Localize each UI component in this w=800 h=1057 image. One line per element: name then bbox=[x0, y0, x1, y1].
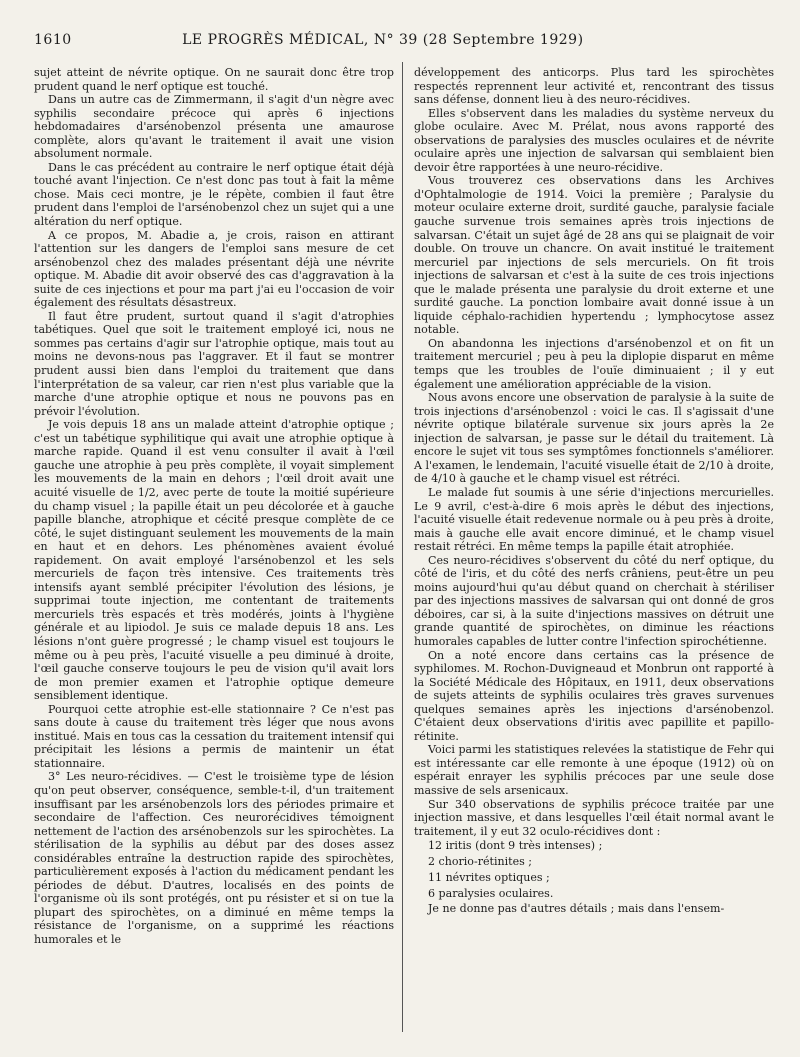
column-divider bbox=[402, 62, 403, 1032]
paragraph: On abandonna les injections d'arsénobenzol et on fit un traitement mercuriel ; peu à peu la diplopie disparut en même temps que les troubles de l'ouïe diminuaient ; il y eut également une amélioration appréciable de la vision. bbox=[414, 336, 774, 391]
list-item: 11 névrites optiques ; bbox=[428, 871, 550, 885]
left-column bbox=[34, 66, 394, 947]
paragraph: Dans un autre cas de Zimmermann, il s'agit d'un nègre avec syphilis secondaire précoce qui après 6 injections hebdomadaires d'arsénobenzol présenta une amaurose complète, alors qu'avant le traitement il avait une vision absolument normale. bbox=[34, 93, 394, 161]
paragraph: Le malade fut soumis à une série d'injections mercurielles. Le 9 avril, c'est-à-dire 6 mois après le début des injections, l'acuité visuelle était redevenue normale ou à peu près à droite, mais à gauche elle avait encore diminué, et le champ visuel restait rétréci. En même temps la papille était atrophiée. bbox=[414, 485, 774, 554]
page-number: 1610 bbox=[34, 32, 72, 48]
list-item: 2 chorio-rétinites ; bbox=[428, 855, 533, 869]
paragraph: Sur 340 observations de syphilis précoce traitée par une injection massive, et dans lesquelles l'œil était normal avant le traitement, il y eut 32 oculo-récidives dont : bbox=[414, 797, 774, 838]
paragraph: Vous trouverez ces observations dans les Archives d'Ophtalmologie de 1914. Voici la première ; Paralysie du moteur oculaire externe droit, surdité gauche, paralysie faciale gauche survenue trois semaines après trois injections de salvarsan. C'était un sujet âgé de 28 ans qui se plaignait de voir double. On trouve un chancre. On avait institué le traitement mercuriel par injections de sels mercuriels. On fit trois injections de salvarsan et c'est à la suite de ces trois injections que le malade présenta une paralysie du droit externe et une surdité gauche. La ponction lombaire avait donné issue à un liquide céphalo-rachidien hypertendu ; lymphocytose assez notable. bbox=[414, 174, 774, 337]
list-item: 12 iritis (dont 9 très intenses) ; bbox=[428, 839, 603, 853]
paragraph: A ce propos, M. Abadie a, je crois, raison en attirant l'attention sur les dangers de l'emploi sans mesure de cet arsénobenzol chez des malades présentant déjà une névrite optique. M. Abadie dit avoir observé des cas d'aggravation à la suite de ces injections et pour ma part j'ai eu l'occasion de voir également des résultats désastreux. bbox=[34, 228, 394, 310]
right-column bbox=[414, 66, 774, 916]
publication-title: LE PROGRÈS MÉDICAL, N° 39 (28 Septembre 1929) bbox=[182, 32, 584, 48]
paragraph: On a noté encore dans certains cas la présence de syphilomes. M. Rochon-Duvigneaud et Monbrun ont rapporté à la Société Médicale des Hôpitaux, en 1911, deux observations de sujets atteints de syphilis oculaires très graves survenues quelques semaines après les injections d'arsénobenzol. C'étaient deux observations d'iritis avec papillite et papillo-rétinite. bbox=[414, 648, 774, 743]
paragraph: Elles s'observent dans les maladies du système nerveux du globe oculaire. Avec M. Prélat, nous avons rapporté des observations de paralysies des muscles oculaires et de névrite oculaire après une injection de salvarsan qui semblaient bien devoir être rapportées à une neuro-récidive. bbox=[414, 106, 774, 174]
paragraph: Je ne donne pas d'autres détails ; mais dans l'ensem- bbox=[428, 902, 725, 916]
paragraph: Dans le cas précédent au contraire le nerf optique était déjà touché avant l'injection. Ce n'est donc pas tout à fait la même chose. Mais ceci montre, je le répète, combien il faut être prudent dans l'emploi de l'arsénobenzol chez un sujet qui a une altération du nerf optique. bbox=[34, 160, 394, 229]
list-item: 6 paralysies oculaires. bbox=[428, 887, 554, 901]
page-header bbox=[34, 32, 734, 48]
paragraph: développement des anticorps. Plus tard les spirochètes respectés reprennent leur activité et, rencontrant des tissus sans défense, donnent lieu à des neuro-récidives. bbox=[414, 66, 774, 107]
paragraph: Je vois depuis 18 ans un malade atteint d'atrophie optique ; c'est un tabétique syphilitique qui avait une atrophie optique à marche rapide. Quand il est venu consulter il avait à l'œil gauche une atrophie à peu près complète, il voyait simplement les mouvements de la main en dehors ; l'œil droit avait une acuité visuelle de 1/2, avec perte de toute la moitié supérieure du champ visuel ; la papille était un peu décolorée et à gauche papille blanche, atrophique et cécité presque complète de ce côté, le sujet distinguant seulement les mouvements de la main en haut et en dehors. Les phénomènes avaient évolué rapidement. On avait employé l'arsénobenzol et les sels mercuriels de façon très intensive. Ces traitements très intensifs ayant semblé précipiter l'évolution des lésions, je supprimai toute injection, me contentant de traitements mercuriels très espacés et très modérés, joints à l'hygiène générale et au lipiodol. Je suis ce malade depuis 18 ans. Les lésions n'ont guère progressé ; le champ visuel est toujours le même ou à peu près, l'acuité visuelle a peu diminué à droite, l'œil gauche conserve toujours le peu de vision qu'il avait lors de mon premier examen et l'atrophie optique demeure sensiblement identique. bbox=[34, 418, 394, 703]
paragraph: Voici parmi les statistiques relevées la statistique de Fehr qui est intéressante car elle remonte à une époque (1912) où on espérait enrayer les syphilis précoces par une seule dose massive de sels arsenicaux. bbox=[414, 743, 774, 797]
paragraph: Il faut être prudent, surtout quand il s'agit d'atrophies tabétiques. Quel que soit le traitement employé ici, nous ne sommes pas certains d'agir sur l'atrophie optique, mais tout au moins ne devons-nous pas l'aggraver. Et il faut se montrer prudent aussi bien dans l'emploi du traitement que dans l'interprétation de sa valeur, car rien n'est plus variable que la marche d'une atrophie optique et nous ne pouvons pas en prévoir l'évolution. bbox=[34, 309, 394, 418]
paragraph: sujet atteint de névrite optique. On ne saurait donc être trop prudent quand le nerf optique est touché. bbox=[34, 66, 394, 93]
paragraph: Pourquoi cette atrophie est-elle stationnaire ? Ce n'est pas sans doute à cause du traitement très léger que nous avons institué. Mais en tous cas la cessation du traitement intensif qui précipitait les lésions a permis de maintenir un état stationnaire. bbox=[34, 702, 394, 770]
paragraph: Ces neuro-récidives s'observent du côté du nerf optique, du côté de l'iris, et du côté des nerfs crâniens, peut-être un peu moins aujourd'hui qu'au début quand on cherchait à stériliser par des injections massives de salvarsan qui ont donné de gros déboires, car si, à la suite d'injections massives on détruit une grande quantité de spirochètes, on diminue les réactions humorales capables de lutter contre l'infection spirochétienne. bbox=[414, 553, 774, 648]
paragraph: 3° Les neuro-récidives. — C'est le troisième type de lésion qu'on peut observer, conséquence, semble-t-il, d'un traitement insuffisant par les arsénobenzols lors des périodes primaire et secondaire de l'affection. Ces neurorécidives témoignent nettement de l'action des arsénobenzols sur les spirochètes. La stérilisation de la syphilis au début par des doses assez considérables entraîne la destruction rapide des spirochètes, particulièrement exposés à l'action du médicament pendant les périodes de début. D'autres, localisés en des points de l'organisme où ils sont protégés, ont pu résister et si on tue la plupart des spirochètes, on a diminué en même temps la résistance de l'organisme, on a supprimé les réactions humorales et le bbox=[34, 770, 394, 946]
paragraph: Nous avons encore une observation de paralysie à la suite de trois injections d'arsénobenzol : voici le cas. Il s'agissait d'une névrite optique bilatérale survenue six jours après la 2e injection de salvarsan, je passe sur le détail du traitement. Là encore le sujet vit tous ses symptômes fonctionnels s'améliorer. A l'examen, le lendemain, l'acuité visuelle était de 2/10 à droite, de 4/10 à gauche et le champ visuel est rétréci. bbox=[414, 391, 774, 486]
